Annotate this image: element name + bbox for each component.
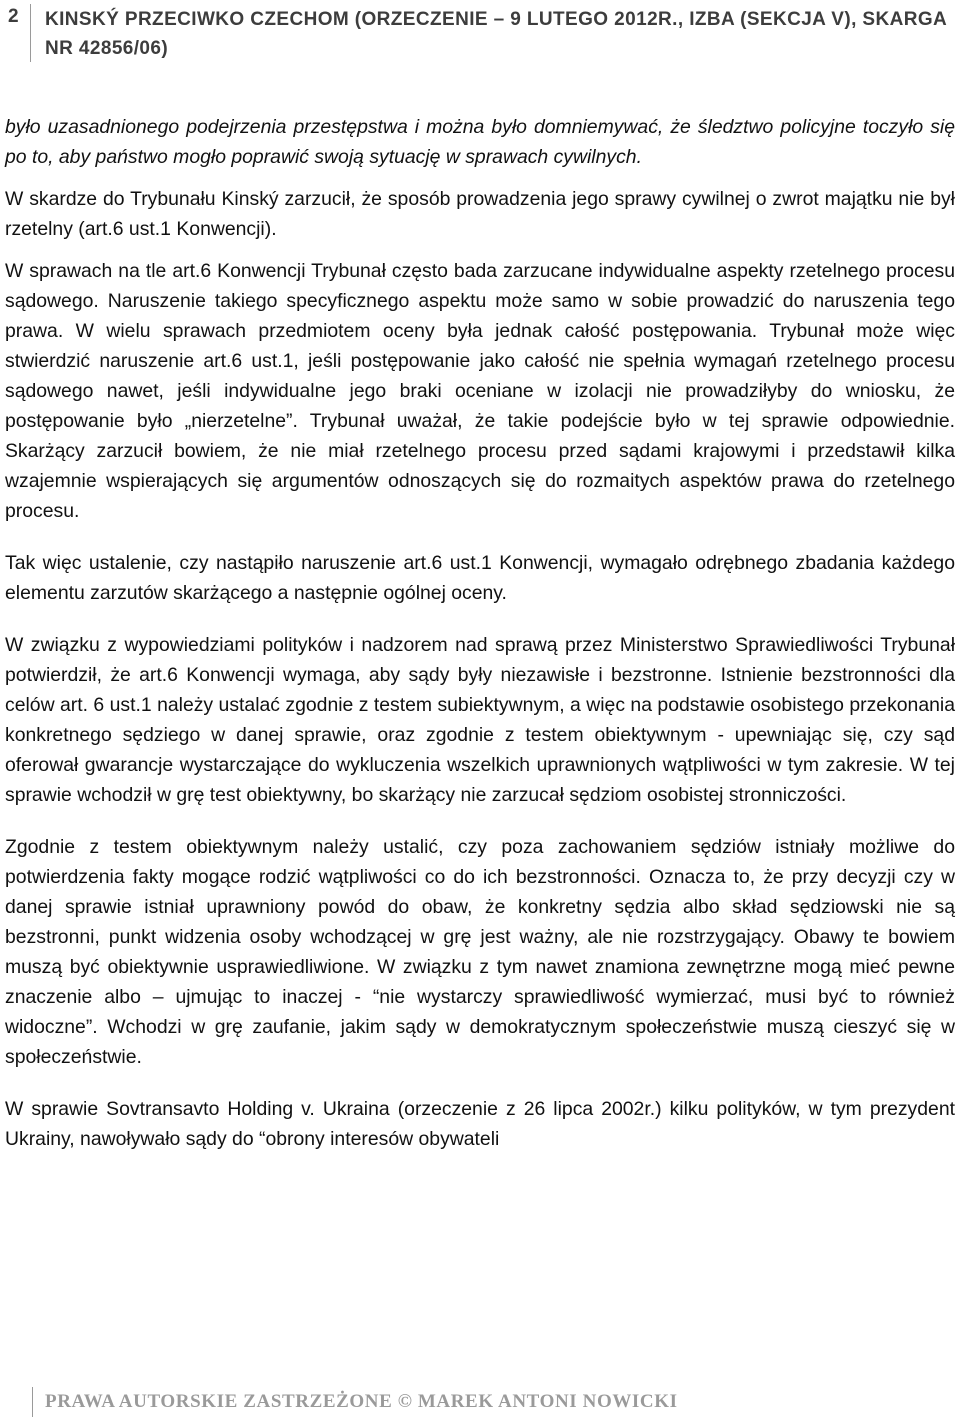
header-divider [30, 4, 31, 62]
paragraph-4: Tak więc ustalenie, czy nastąpiło naruszenie art.6 ust.1 Konwencji, wymagało odrębnego zbadania każdego elementu zarzutów skarżącego a następnie ogólnej oceny. [5, 552, 955, 604]
document-body [5, 112, 955, 1154]
paragraph-5: W związku z wypowiedziami polityków i nadzorem nad sprawą przez Ministerstwo Sprawiedliwości Trybunał potwierdził, że art.6 Konwencji wymaga, aby sądy były niezawisłe i bezstronne. Istnienie bezstronności dla celów art. 6 ust.1 należy ustalać zgodnie z testem subiektywnym, a więc na podstawie osobistego przekonania konkretnego sędziego w danej sprawie, oraz zgodnie z testem obiektywnym - upewniając się, czy sąd oferował gwarancje wystarczające do wykluczenia wszelkich uprawnionych wątpliwości w tym zakresie. W tej sprawie wchodził w grę test obiektywny, bo skarżący nie zarzucał sędziom osobistej stronniczości. [5, 634, 955, 806]
copyright-notice: PRAWA AUTORSKIE ZASTRZEŻONE © MAREK ANTONI NOWICKI [45, 1391, 678, 1412]
page-footer [0, 1387, 960, 1417]
page-header [0, 0, 960, 68]
paragraph-2: W skardze do Trybunału Kinský zarzucił, że sposób prowadzenia jego sprawy cywilnej o zwrot majątku nie był rzetelny (art.6 ust.1 Konwencji). [5, 188, 955, 240]
footer-divider [32, 1387, 33, 1417]
paragraph-6: Zgodnie z testem obiektywnym należy ustalić, czy poza zachowaniem sędziów istniały możliwe do potwierdzenia fakty mogące rodzić wątpliwości co do ich bezstronności. Oznacza to, że przy decyzji czy w danej sprawie istniał uprawniony powód do obaw, że konkretny sędzia albo skład sędziowski nie są bezstronni, punkt widzenia osoby wchodzącej w grę jest ważny, ale nie rozstrzygający. Obawy te bowiem muszą być obiektywnie usprawiedliwione. W związku z tym nawet znamiona zewnętrzne mogą mieć pewne znaczenie albo – ujmując to inaczej - “nie wystarczy sprawiedliwość wymierzać, musi być to również widoczne”. Wchodzi w grę zaufanie, jakim sądy w demokratycznym społeczeństwie muszą cieszyć się w społeczeństwie. [5, 836, 955, 1068]
paragraph-1: było uzasadnionego podejrzenia przestępstwa i można było domniemywać, że śledztwo policyjne toczyło się po to, aby państwo mogło poprawić swoją sytuację w sprawach cywilnych. [5, 116, 955, 168]
paragraph-3: W sprawach na tle art.6 Konwencji Trybunał często bada zarzucane indywidualne aspekty rzetelnego procesu sądowego. Naruszenie takiego specyficznego aspektu może samo w sobie prowadzić do naruszenia tego prawa. W wielu sprawach przedmiotem oceny była jednak całość postępowania. Trybunał może więc stwierdzić naruszenie art.6 ust.1, jeśli postępowanie jako całość nie spełnia wymagań rzetelnego procesu sądowego nawet, jeśli indywidualne jego braki oceniane w izolacji nie prowadziłyby do wniosku, że postępowanie było „nierzetelne”. Trybunał uważał, że takie podejście było w tej sprawie odpowiednie. Skarżący zarzucił bowiem, że nie miał rzetelnego procesu przed sądami krajowymi i przedstawił kilka wzajemnie wspierających się argumentów odnoszących się do rozmaitych aspektów prawa do rzetelnego procesu. [5, 260, 955, 522]
running-title: KINSKÝ PRZECIWKO CZECHOM (ORZECZENIE – 9 LUTEGO 2012R., IZBA (SEKCJA V), SKARGA NR 42856/06) [45, 9, 947, 59]
paragraph-7: W sprawie Sovtransavto Holding v. Ukraina (orzeczenie z 26 lipca 2002r.) kilku polityków, w tym prezydent Ukrainy, nawoływało sądy do “obrony interesów obywateli [5, 1098, 955, 1150]
page-number: 2 [8, 6, 20, 27]
